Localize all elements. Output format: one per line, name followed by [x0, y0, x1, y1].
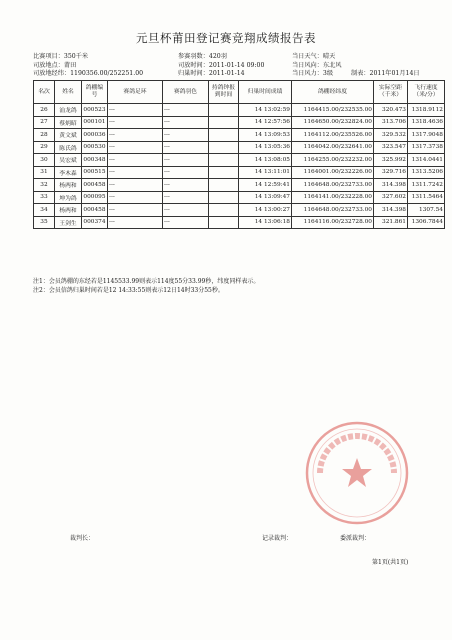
cell-ring: ---: [108, 116, 163, 129]
cell-distance: 320.473: [374, 104, 408, 117]
table-row: [34, 166, 445, 179]
cell-name: 李木森: [55, 166, 82, 179]
cell-time: 14 12:59:41: [239, 179, 292, 192]
cell-clock: [209, 166, 239, 179]
cell-clock: [209, 179, 239, 192]
col-color: 赛鸽羽色: [163, 81, 209, 104]
cell-clock: [209, 216, 239, 229]
cell-color: ---: [163, 204, 209, 217]
cell-clock: [209, 104, 239, 117]
col-clock: 持鸽钟报到时间: [209, 81, 239, 104]
cell-loft: 000530: [82, 141, 108, 154]
return-time: 归巢时间：2011-01-14: [178, 70, 245, 78]
cell-name: 杨两和: [55, 179, 82, 192]
cell-clock: [209, 191, 239, 204]
cell-ring: ---: [108, 204, 163, 217]
cell-clock: [209, 204, 239, 217]
col-rank: 名次: [34, 81, 55, 104]
cell-loft: 000374: [82, 216, 108, 229]
cell-rank: 33: [34, 191, 55, 204]
cell-name: 坤为鸽: [55, 191, 82, 204]
cell-color: ---: [163, 166, 209, 179]
cell-time: 14 13:05:36: [239, 141, 292, 154]
cell-loft: 000458: [82, 179, 108, 192]
cell-rank: 26: [34, 104, 55, 117]
cell-color: ---: [163, 216, 209, 229]
page-number: 第1页(共1页): [372, 559, 409, 566]
col-ring: 赛鸽足环: [108, 81, 163, 104]
table-row: [34, 179, 445, 192]
cell-clock: [209, 154, 239, 167]
cell-speed: 1306.7844: [408, 216, 445, 229]
wind-force-and-date: [292, 70, 420, 79]
cell-time: 14 13:11:01: [239, 166, 292, 179]
cell-ring: ---: [108, 166, 163, 179]
table-row: [34, 104, 445, 117]
cell-color: ---: [163, 154, 209, 167]
cell-name: 黄文斌: [55, 129, 82, 142]
cell-rank: 31: [34, 166, 55, 179]
cell-distance: 329.716: [374, 166, 408, 179]
note-1: 注1：会员鸽棚的东经若是1145533.99则表示114度55分33.99秒，纬度同样表示。: [33, 278, 260, 285]
cell-ring: ---: [108, 104, 163, 117]
meta-left: [33, 53, 143, 79]
cell-distance: 314.398: [374, 204, 408, 217]
cell-name: 陈氏鸽: [55, 141, 82, 154]
cell-rank: 29: [34, 141, 55, 154]
cell-name: 王剑生: [55, 216, 82, 229]
weather: 当日天气：晴天: [292, 53, 336, 60]
wind-direction: 当日风向：东北风: [292, 61, 342, 69]
meta-right: [292, 53, 420, 79]
cell-rank: 32: [34, 179, 55, 192]
cell-name: 蔡炳昭: [55, 116, 82, 129]
meta-middle: [178, 53, 264, 79]
cell-coords: 1164650.00/232824.00: [292, 116, 374, 129]
notes: [33, 278, 259, 295]
cell-time: 14 13:00:27: [239, 204, 292, 217]
cell-clock: [209, 116, 239, 129]
cell-ring: ---: [108, 129, 163, 142]
cell-rank: 30: [34, 154, 55, 167]
recorder-signature: 记录裁判：: [262, 535, 293, 542]
col-speed: 飞行速度（米/分）: [408, 81, 445, 104]
cell-distance: 321.861: [374, 216, 408, 229]
table-row: [34, 141, 445, 154]
cell-coords: 1164112.00/235526.00: [292, 129, 374, 142]
cell-distance: 325.992: [374, 154, 408, 167]
cell-rank: 28: [34, 129, 55, 142]
cell-distance: 323.547: [374, 141, 408, 154]
cell-clock: [209, 141, 239, 154]
cell-name: 杨两和: [55, 204, 82, 217]
cell-color: ---: [163, 191, 209, 204]
cell-coords: 1164141.00/232228.00: [292, 191, 374, 204]
col-loft: 鸽棚编号: [82, 81, 108, 104]
table-row: [34, 129, 445, 142]
table-row: [34, 191, 445, 204]
cell-rank: 34: [34, 204, 55, 217]
cell-coords: 1164042.00/232641.00: [292, 141, 374, 154]
referee-signature: 裁判长：: [70, 535, 95, 542]
cell-distance: 327.602: [374, 191, 408, 204]
cell-speed: 1307.54: [408, 204, 445, 217]
cell-ring: ---: [108, 179, 163, 192]
note-2: 注2：会员信鸽归巢时间若是12 14:33:55则表示12日14时33分55秒。: [33, 286, 224, 294]
cell-distance: 314.398: [374, 179, 408, 192]
cell-clock: [209, 129, 239, 142]
cell-loft: 000101: [82, 116, 108, 129]
col-time: 归巢时间成绩: [239, 81, 292, 104]
cell-loft: 000348: [82, 154, 108, 167]
cell-rank: 35: [34, 216, 55, 229]
cell-loft: 000036: [82, 129, 108, 142]
entries: 参赛羽数：420羽: [178, 53, 227, 60]
cell-speed: 1314.0441: [408, 154, 445, 167]
table-row: [34, 216, 445, 229]
header-row: [34, 81, 445, 104]
cell-time: 14 13:08:05: [239, 154, 292, 167]
cell-color: ---: [163, 104, 209, 117]
cell-coords: 1164001.00/232226.00: [292, 166, 374, 179]
cell-ring: ---: [108, 141, 163, 154]
cell-color: ---: [163, 141, 209, 154]
made-date: 制表：2011年01月14日: [351, 70, 420, 78]
race-item: 比赛项目：350千米: [33, 53, 89, 60]
report-title: 元旦杯莆田登记赛竞翔成绩报告表: [136, 31, 316, 45]
table-row: [34, 154, 445, 167]
cell-coords: 1164116.00/232728.00: [292, 216, 374, 229]
cell-speed: 1311.5464: [408, 191, 445, 204]
cell-coords: 1164648.00/232733.00: [292, 179, 374, 192]
cell-color: ---: [163, 129, 209, 142]
cell-speed: 1313.5206: [408, 166, 445, 179]
cell-distance: 329.532: [374, 129, 408, 142]
cell-speed: 1318.4636: [408, 116, 445, 129]
cell-name: 吴宏斌: [55, 154, 82, 167]
cell-time: 14 13:09:53: [239, 129, 292, 142]
table-row: [34, 116, 445, 129]
cell-ring: ---: [108, 191, 163, 204]
wind-force: 当日风力：3级: [292, 70, 334, 78]
supervisor-signature: 委派裁判：: [340, 535, 371, 542]
cell-loft: 000515: [82, 166, 108, 179]
cell-speed: 1317.3738: [408, 141, 445, 154]
cell-coords: 1164255.00/232232.00: [292, 154, 374, 167]
cell-coords: 1164415.00/232535.00: [292, 104, 374, 117]
cell-rank: 27: [34, 116, 55, 129]
cell-time: 14 13:09:47: [239, 191, 292, 204]
release-place: 司放地点：莆田: [33, 61, 77, 69]
cell-loft: 000095: [82, 191, 108, 204]
cell-coords: 1164648.00/232733.00: [292, 204, 374, 217]
cell-time: 14 12:57:56: [239, 116, 292, 129]
cell-loft: 000458: [82, 204, 108, 217]
cell-speed: 1317.9048: [408, 129, 445, 142]
table-row: [34, 204, 445, 217]
cell-ring: ---: [108, 216, 163, 229]
cell-speed: 1318.9112: [408, 104, 445, 117]
col-distance: 实际空距（千米）: [374, 81, 408, 104]
results-table: [33, 80, 445, 229]
col-name: 姓名: [55, 81, 82, 104]
cell-speed: 1311.7242: [408, 179, 445, 192]
cell-color: ---: [163, 179, 209, 192]
cell-color: ---: [163, 116, 209, 129]
col-coords: 鸽棚经纬度: [292, 81, 374, 104]
cell-time: 14 13:02:59: [239, 104, 292, 117]
release-coords: 司放地经纬：1190356.00/252251.00: [33, 70, 144, 78]
cell-name: 汕龙鸽: [55, 104, 82, 117]
cell-loft: 000523: [82, 104, 108, 117]
cell-ring: ---: [108, 154, 163, 167]
official-seal: [302, 418, 412, 528]
cell-time: 14 13:06:18: [239, 216, 292, 229]
cell-distance: 313.706: [374, 116, 408, 129]
release-time: 司放时间：2011-01-14 09:00: [178, 61, 265, 69]
